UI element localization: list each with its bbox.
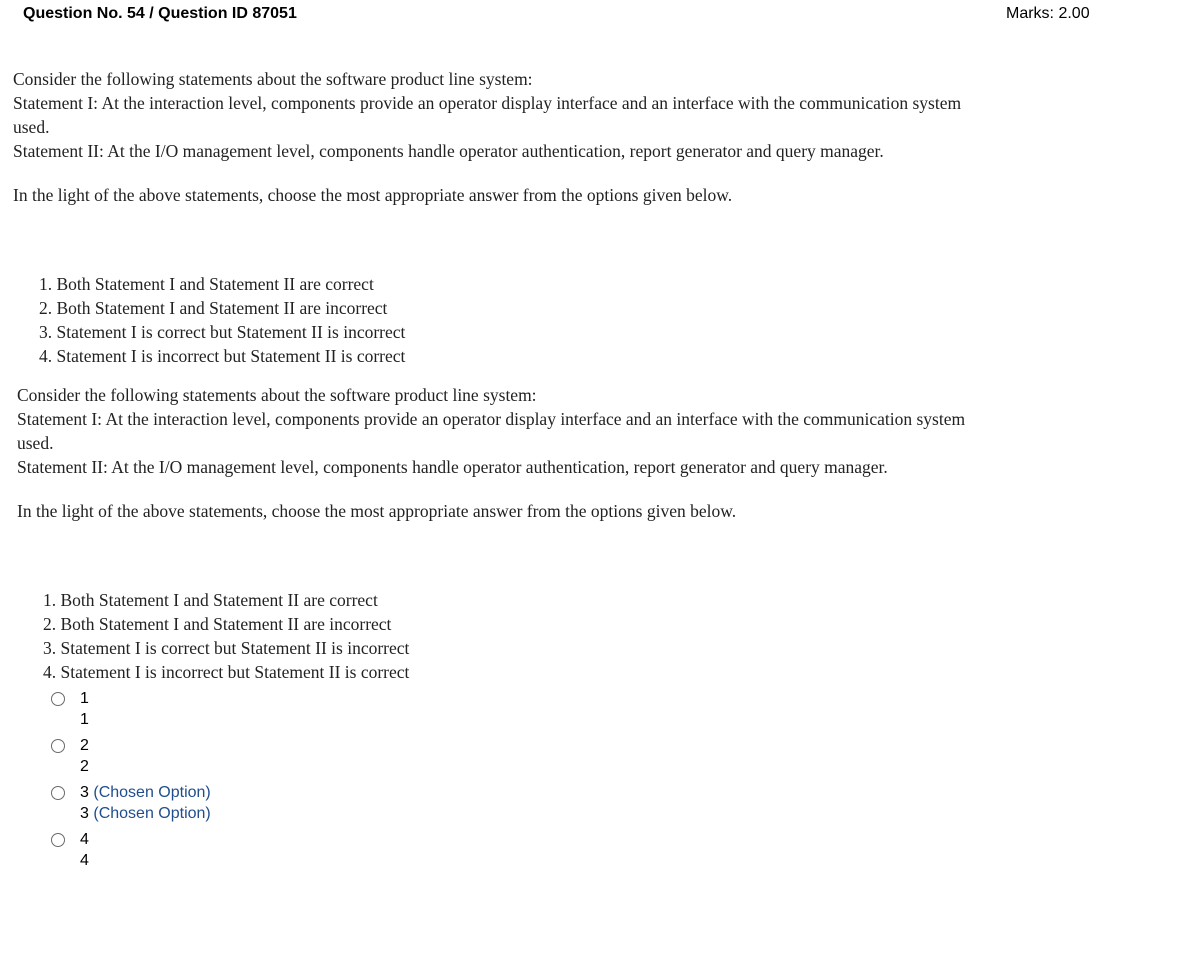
statement-one: Statement I: At the interaction level, components provide an operator display interface and an interface with the communication system xyxy=(17,409,966,429)
radio-button[interactable] xyxy=(51,739,65,753)
option-text: 4. Statement I is incorrect but Statement II is correct xyxy=(43,662,410,682)
radio-button[interactable] xyxy=(51,833,65,847)
question-text-block-2 xyxy=(17,383,1157,523)
statement-one-cont: used. xyxy=(13,117,50,137)
instruction-text: In the light of the above statements, choose the most appropriate answer from the options given below. xyxy=(17,501,737,521)
statement-one: Statement I: At the interaction level, components provide an operator display interface and an interface with the communication system xyxy=(13,93,962,113)
option-text: 2. Both Statement I and Statement II are incorrect xyxy=(39,298,388,318)
question-header xyxy=(0,0,1181,28)
answer-label[interactable]: 2 2 xyxy=(80,737,89,775)
chosen-option-tag: (Chosen Option) xyxy=(93,784,211,801)
question-text-block-1 xyxy=(13,67,1153,207)
answer-label[interactable]: 3 (Chosen Option) 3 (Chosen Option) xyxy=(80,784,211,822)
option-list-2 xyxy=(43,588,1181,684)
statement-intro: Consider the following statements about the software product line system: xyxy=(13,69,533,89)
option-text: 1. Both Statement I and Statement II are correct xyxy=(39,274,374,294)
option-text: 3. Statement I is correct but Statement II is incorrect xyxy=(43,638,410,658)
statement-two: Statement II: At the I/O management level, components handle operator authentication, report generator and query manager. xyxy=(17,457,888,477)
statement-one-cont: used. xyxy=(17,433,54,453)
answer-label[interactable]: 4 4 xyxy=(80,831,89,869)
instruction-text: In the light of the above statements, choose the most appropriate answer from the options given below. xyxy=(13,185,733,205)
statement-two: Statement II: At the I/O management level, components handle operator authentication, report generator and query manager. xyxy=(13,141,884,161)
question-title: Question No. 54 / Question ID 87051 xyxy=(23,5,297,22)
answer-label[interactable]: 1 1 xyxy=(80,690,89,728)
radio-button[interactable] xyxy=(51,692,65,706)
chosen-option-tag: (Chosen Option) xyxy=(93,805,211,822)
option-text: 2. Both Statement I and Statement II are incorrect xyxy=(43,614,392,634)
statement-intro: Consider the following statements about the software product line system: xyxy=(17,385,537,405)
radio-button[interactable] xyxy=(51,786,65,800)
marks-label: Marks: 2.00 xyxy=(1006,5,1090,22)
option-list-1 xyxy=(39,272,1179,368)
option-text: 4. Statement I is incorrect but Statement II is correct xyxy=(39,346,406,366)
option-text: 1. Both Statement I and Statement II are correct xyxy=(43,590,378,610)
option-text: 3. Statement I is correct but Statement II is incorrect xyxy=(39,322,406,342)
